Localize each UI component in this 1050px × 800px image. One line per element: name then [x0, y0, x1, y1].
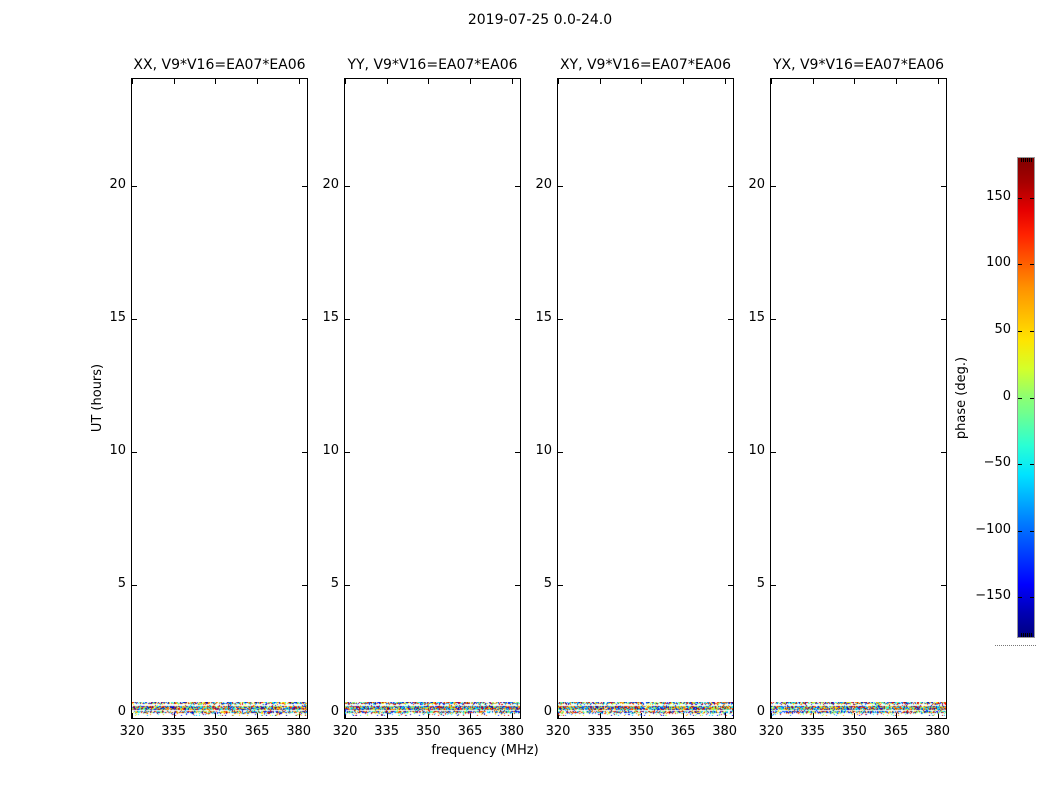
phase-noise-band — [558, 702, 733, 716]
y-tick — [771, 186, 776, 187]
x-tick-top — [600, 79, 601, 84]
y-tick — [771, 319, 776, 320]
colorbar-tick-right — [1030, 398, 1034, 399]
y-tick-label: 5 — [117, 575, 126, 591]
colorbar-top-hatch — [1025, 158, 1026, 162]
y-tick — [345, 319, 350, 320]
colorbar-tick-right — [1030, 198, 1034, 199]
colorbar-tick-label: 100 — [986, 255, 1011, 271]
x-tick-label: 365 — [670, 724, 696, 739]
y-tick — [132, 319, 137, 320]
colorbar-tick-label: 50 — [994, 321, 1011, 337]
colorbar-top-hatch — [1023, 158, 1024, 162]
colorbar-tick-label: −100 — [975, 521, 1011, 537]
colorbar-top-hatch — [1021, 158, 1022, 162]
colorbar-bottom-hatch — [1029, 633, 1030, 637]
colorbar-top-hatch — [1029, 158, 1030, 162]
y-tick — [558, 319, 563, 320]
y-tick — [345, 452, 350, 453]
y-tick-label: 15 — [748, 309, 765, 325]
y-tick-label: 0 — [117, 704, 126, 719]
panel-xy — [535, 57, 738, 739]
colorbar-bottom-hatch — [1023, 633, 1024, 637]
x-tick-top — [132, 79, 133, 84]
x-tick-top — [215, 79, 216, 84]
colorbar-label: phase (deg.) — [954, 356, 969, 440]
x-tick-label: 380 — [286, 724, 312, 739]
colorbar-tick — [1018, 597, 1022, 598]
panel-xx-title: XX, V9*V16=EA07*EA06 — [133, 57, 306, 73]
panel-yx — [748, 57, 951, 739]
y-tick — [771, 452, 776, 453]
x-tick-top — [174, 79, 175, 84]
panel-xy-title: XY, V9*V16=EA07*EA06 — [559, 57, 732, 73]
y-tick-right — [941, 186, 946, 187]
y-tick-right — [941, 319, 946, 320]
x-tick-top — [428, 79, 429, 84]
colorbar-tick-right — [1030, 331, 1034, 332]
colorbar-tick-label: −50 — [983, 455, 1011, 471]
x-tick-top — [813, 79, 814, 84]
x-tick-label: 365 — [457, 724, 483, 739]
y-tick-label: 0 — [756, 704, 765, 719]
x-tick-label: 350 — [202, 724, 228, 739]
phase-noise-band — [771, 702, 946, 716]
y-tick-label: 5 — [543, 575, 552, 591]
colorbar-tick-label: 150 — [986, 188, 1011, 204]
y-axis-label: UT (hours) — [90, 363, 105, 433]
x-tick-top — [470, 79, 471, 84]
x-tick-top — [683, 79, 684, 84]
y-tick-label: 10 — [322, 442, 339, 458]
colorbar-tick — [1018, 398, 1022, 399]
colorbar-bottom-hatch — [1031, 633, 1032, 637]
x-tick-top — [257, 79, 258, 84]
colorbar-underflow-dots — [995, 645, 1036, 646]
x-tick-top — [771, 79, 772, 84]
panel-yx-title: YX, V9*V16=EA07*EA06 — [772, 57, 945, 73]
y-tick — [132, 186, 137, 187]
colorbar — [975, 157, 1035, 638]
panel-yy-title: YY, V9*V16=EA07*EA06 — [347, 57, 518, 73]
colorbar-tick-right — [1030, 464, 1034, 465]
colorbar-tick — [1018, 264, 1022, 265]
panel-yy — [322, 57, 525, 739]
colorbar-tick-label: −150 — [975, 588, 1011, 604]
x-tick-label: 320 — [332, 724, 358, 739]
y-tick — [558, 452, 563, 453]
colorbar-tick-right — [1030, 264, 1034, 265]
x-tick-label: 365 — [244, 724, 270, 739]
colorbar-tick-right — [1030, 597, 1034, 598]
x-tick-label: 380 — [499, 724, 525, 739]
x-tick-label: 335 — [161, 724, 187, 739]
y-tick-label: 15 — [535, 309, 552, 325]
y-tick-label: 5 — [756, 575, 765, 591]
y-tick — [771, 585, 776, 586]
y-tick — [558, 186, 563, 187]
y-tick-label: 10 — [748, 442, 765, 458]
x-axis-label: frequency (MHz) — [431, 743, 539, 758]
y-tick-label: 0 — [330, 704, 339, 719]
y-tick-label: 15 — [322, 309, 339, 325]
colorbar-bottom-hatch — [1021, 633, 1022, 637]
x-tick-label: 350 — [628, 724, 654, 739]
y-tick-label: 20 — [748, 176, 765, 192]
colorbar-bottom-hatch — [1025, 633, 1026, 637]
figure-title: 2019-07-25 0.0-24.0 — [467, 12, 613, 28]
x-tick-label: 335 — [374, 724, 400, 739]
x-tick-label: 335 — [587, 724, 613, 739]
x-tick-label: 335 — [800, 724, 826, 739]
y-tick-label: 20 — [535, 176, 552, 192]
colorbar-tick — [1018, 464, 1022, 465]
x-tick-label: 380 — [925, 724, 951, 739]
y-tick — [345, 186, 350, 187]
y-tick-label: 15 — [109, 309, 126, 325]
colorbar-tick — [1018, 531, 1022, 532]
colorbar-tick — [1018, 331, 1022, 332]
x-tick-top — [854, 79, 855, 84]
y-tick-label: 5 — [330, 575, 339, 591]
x-tick-top — [387, 79, 388, 84]
y-tick-label: 0 — [543, 704, 552, 719]
x-tick-label: 350 — [841, 724, 867, 739]
x-tick-label: 380 — [712, 724, 738, 739]
x-tick-label: 320 — [758, 724, 784, 739]
y-tick-label: 10 — [109, 442, 126, 458]
x-tick-top — [299, 79, 300, 84]
x-tick-label: 320 — [545, 724, 571, 739]
colorbar-top-hatch — [1027, 158, 1028, 162]
y-tick — [345, 585, 350, 586]
y-tick — [558, 585, 563, 586]
y-tick-right — [941, 585, 946, 586]
colorbar-tick — [1018, 198, 1022, 199]
phase-noise-band — [345, 702, 520, 716]
y-tick-right — [941, 452, 946, 453]
x-tick-top — [725, 79, 726, 84]
x-tick-label: 365 — [883, 724, 909, 739]
phase-noise-band — [132, 702, 307, 716]
y-tick-label: 20 — [109, 176, 126, 192]
x-tick-label: 320 — [119, 724, 145, 739]
x-tick-top — [345, 79, 346, 84]
panel-xx — [109, 57, 312, 739]
colorbar-top-hatch — [1031, 158, 1032, 162]
x-tick-top — [938, 79, 939, 84]
x-tick-top — [896, 79, 897, 84]
y-tick-label: 20 — [322, 176, 339, 192]
y-tick — [132, 452, 137, 453]
colorbar-tick-label: 0 — [1002, 388, 1011, 404]
colorbar-tick-right — [1030, 531, 1034, 532]
x-tick-top — [512, 79, 513, 84]
x-tick-label: 350 — [415, 724, 441, 739]
x-tick-top — [641, 79, 642, 84]
x-tick-top — [558, 79, 559, 84]
y-tick — [132, 585, 137, 586]
colorbar-bottom-hatch — [1027, 633, 1028, 637]
y-tick-label: 10 — [535, 442, 552, 458]
